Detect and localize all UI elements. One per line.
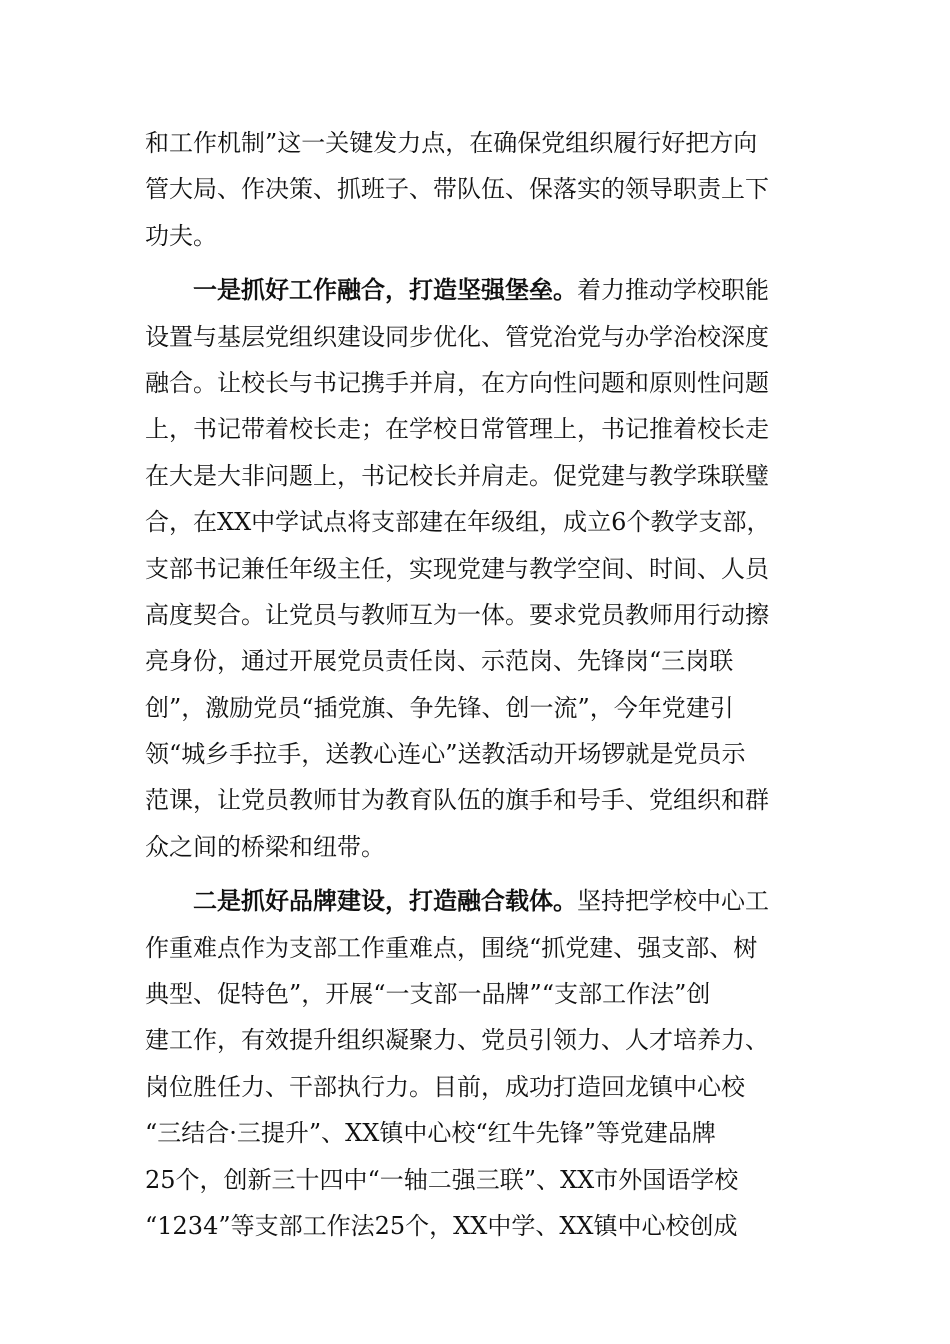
text-line: 创”，激励党员“插党旗、争先锋、创一流”，今年党建引 <box>145 693 734 722</box>
text-line: “1234”等支部工作法25个，XX中学、XX镇中心校创成 <box>145 1211 738 1240</box>
text-line: 设置与基层党组织建设同步优化、管党治党与办学治校深度 <box>145 322 769 351</box>
text-line: 作重难点作为支部工作重难点，围绕“抓党建、强支部、树 <box>145 933 758 962</box>
text-line: 众之间的桥梁和纽带。 <box>145 832 385 861</box>
text-line: 融合。让校长与书记携手并肩，在方向性问题和原则性问题 <box>145 368 769 397</box>
text-line: 合，在XX中学试点将支部建在年级组，成立6个教学支部， <box>145 508 771 537</box>
paragraph-first-line <box>145 878 810 924</box>
paragraph-lead-heading: 一是抓好工作融合，打造坚强堡垒。 <box>193 275 577 305</box>
text-line: 领“城乡手拉手，送教心连心”送教活动开场锣就是党员示 <box>145 740 746 769</box>
paragraph-first-line-text: 着力推动学校职能 <box>577 276 769 305</box>
paragraph-first-line <box>145 267 810 313</box>
text-line: 亮身份，通过开展党员责任岗、示范岗、先锋岗“三岗联 <box>145 647 734 676</box>
text-line: 25个，创新三十四中“一轴二强三联”、XX市外国语学校 <box>145 1165 739 1194</box>
text-line: 典型、促特色”，开展“一支部一品牌”“支部工作法”创 <box>145 980 711 1009</box>
text-line: “三结合·三提升”、XX镇中心校“红牛先锋”等党建品牌 <box>145 1119 716 1148</box>
text-line: 支部书记兼任年级主任，实现党建与教学空间、时间、人员 <box>145 554 769 583</box>
paragraph-lead-heading: 二是抓好品牌建设，打造融合载体。 <box>193 886 577 916</box>
text-line: 在大是大非问题上，书记校长并肩走。促党建与教学珠联璧 <box>145 461 769 490</box>
text-line: 和工作机制”这一关键发力点，在确保党组织履行好把方向 <box>145 129 758 157</box>
text-line: 管大局、作决策、抓班子、带队伍、保落实的领导职责上下 <box>145 175 769 204</box>
text-line: 范课，让党员教师甘为教育队伍的旗手和号手、党组织和群 <box>145 786 769 815</box>
text-line: 高度契合。让党员与教师互为一体。要求党员教师用行动擦 <box>145 600 769 629</box>
document-body <box>145 120 810 1249</box>
text-line: 岗位胜任力、干部执行力。目前，成功打造回龙镇中心校 <box>145 1072 745 1101</box>
text-line: 上，书记带着校长走；在学校日常管理上，书记推着校长走 <box>145 415 769 444</box>
text-line: 建工作，有效提升组织凝聚力、党员引领力、人才培养力、 <box>145 1026 769 1055</box>
text-line: 功夫。 <box>145 221 217 250</box>
paragraph-first-line-text: 坚持把学校中心工 <box>577 887 769 916</box>
